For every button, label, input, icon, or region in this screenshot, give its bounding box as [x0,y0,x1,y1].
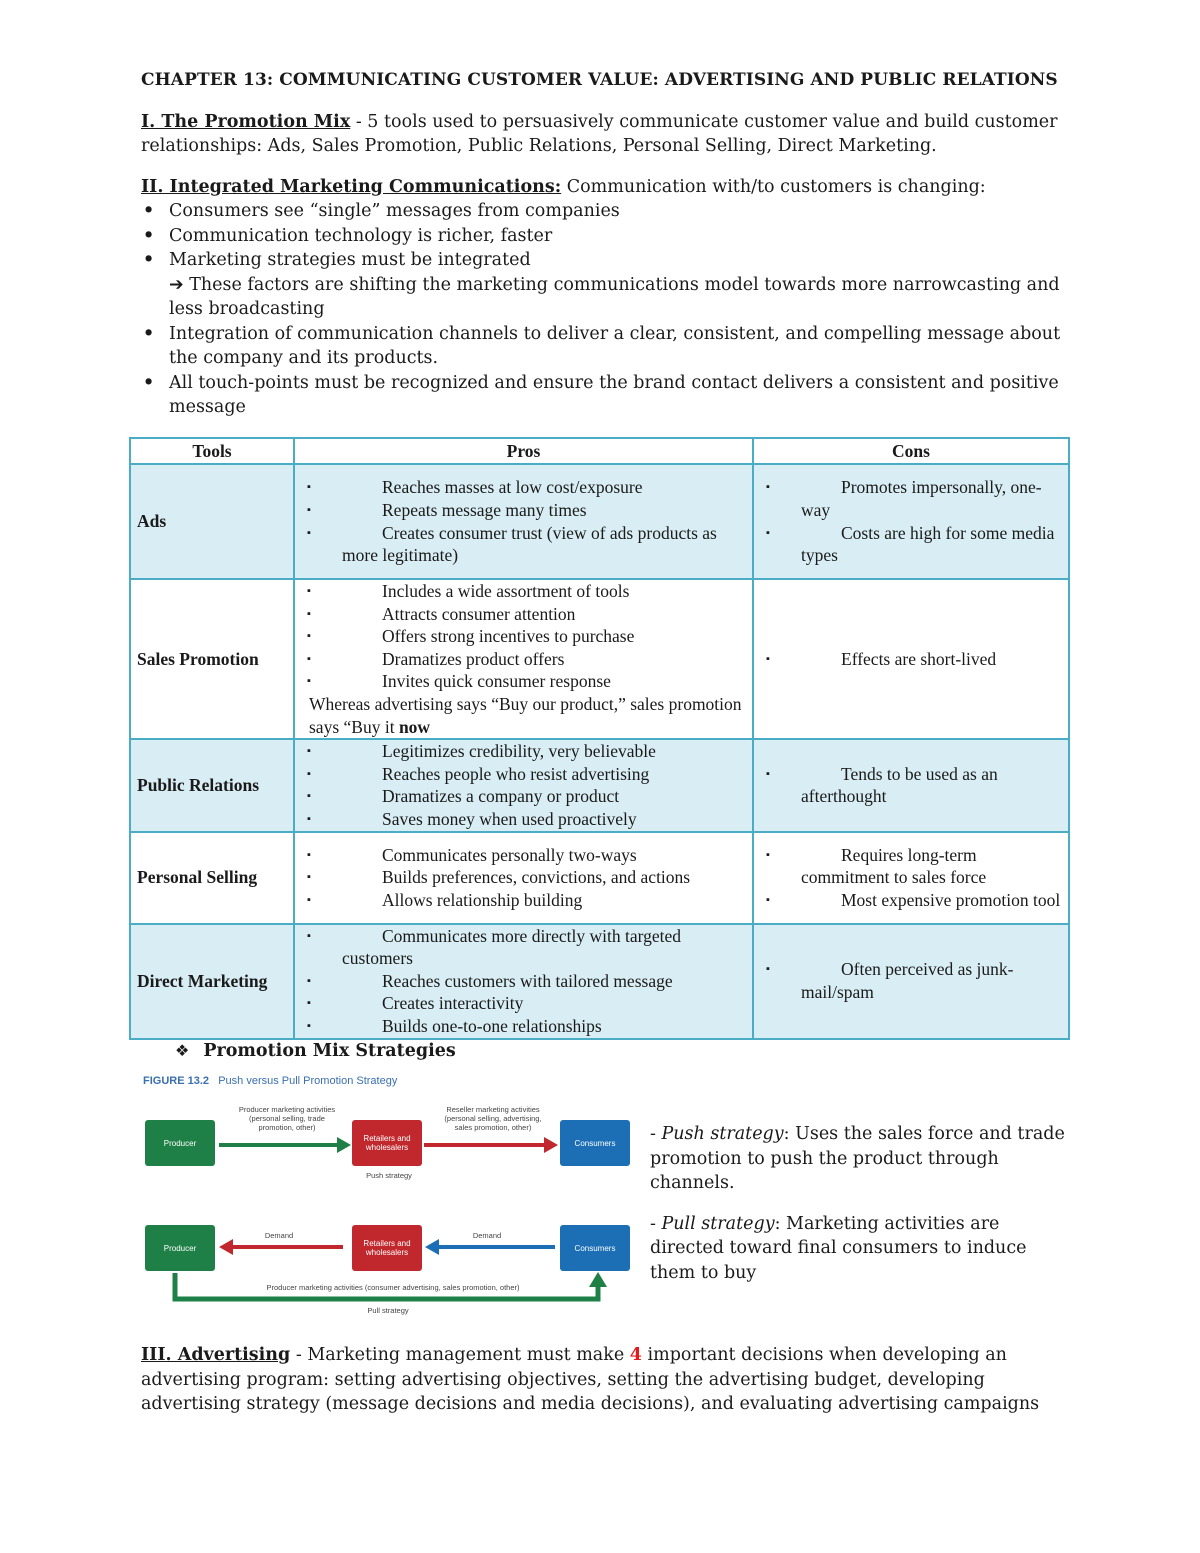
table-row [130,832,1069,924]
list-item: ▪ Communicates more directly with targeted customers [301,925,746,970]
list-item: ▪ Communicates personally two-ways [301,844,746,867]
cons-cell [753,739,1069,831]
advertising-section: III. Advertising - Marketing management must make 4 important decisions when developing an advertising program: setting advertising objectives, setting the advertising budget, developing advertising strategy (message decisions and media decisions), and evaluating advertising campaigns [141,1345,1040,1414]
imc-list-2 [141,322,1061,420]
cons-cell [753,832,1069,924]
imc-section [141,175,1061,420]
pull-caption: Pull strategy [367,1306,409,1315]
tool-name: Personal Selling [130,832,294,924]
tool-name: Sales Promotion [130,579,294,739]
strategy-descriptions [650,1122,1070,1285]
pull-arrow-demand-2 [425,1239,555,1255]
imc-heading: II. Integrated Marketing Communications: [141,176,562,197]
push-caption: Push strategy [366,1171,412,1180]
list-item: ▪ Offers strong incentives to purchase [301,625,746,648]
push-label-1: Producer marketing activities (personal selling, trade promotion, other) [238,1105,336,1132]
push-label-2: Reseller marketing activities (personal selling, advertising, sales promotion, other) [444,1105,542,1132]
list-item: ▪ Saves money when used proactively [301,808,746,831]
list-item: ▪ Tends to be used as an afterthought [760,763,1062,808]
list-item: ▪ Reaches masses at low cost/exposure [301,476,746,499]
shift-note: ➔ These factors are shifting the marketing communications model towards more narrowcasting and less broadcasting [169,274,1060,319]
list-item: ▪ Dramatizes product offers [301,648,746,671]
tool-name: Ads [130,464,294,579]
list-item: ▪ Creates consumer trust (view of ads products as more legitimate) [301,522,746,567]
promotion-mix-text: - 5 tools used to persuasively communicate customer value and build customer relationships: Ads, Sales Promotion, Public Relations, Personal Selling, Direct Marketing. [141,111,1058,156]
header-pros: Pros [294,438,753,464]
list-item: ▪ Promotes impersonally, one-way [760,476,1062,521]
diamond-bullet-icon: ❖ [175,1041,190,1060]
cons-cell [753,464,1069,579]
list-item: ▪ Repeats message many times [301,499,746,522]
pull-consumer-box: Consumers [560,1225,630,1271]
imc-list [141,199,1061,273]
imc-text: Communication with/to customers is changing: [561,176,986,197]
list-item: • Communication technology is richer, faster [141,224,1061,249]
push-arrow-2 [424,1137,558,1153]
list-item: ▪ Dramatizes a company or product [301,785,746,808]
push-pull-figure [143,1075,643,1325]
table-row [130,739,1069,831]
header-tools: Tools [130,438,294,464]
pull-middle-box: Retailers and wholesalers [352,1225,422,1271]
list-item: ▪ Includes a wide assortment of tools [301,580,746,603]
table-row [130,464,1069,579]
table-header-row [130,438,1069,464]
list-item: • All touch-points must be recognized and ensure the brand contact delivers a consistent and positive message [141,371,1061,420]
pull-bottom-label: Producer marketing activities (consumer advertising, sales promotion, other) [266,1283,520,1292]
list-item: • Consumers see “single” messages from companies [141,199,1061,224]
list-item: ▪ Costs are high for some media types [760,522,1062,567]
pull-demand-2: Demand [472,1231,502,1240]
cons-cell [753,924,1069,1039]
list-item: ▪ Requires long-term commitment to sales force [760,844,1062,889]
arrow-right-icon: ➔ [169,274,184,295]
document-body [141,68,1061,420]
header-cons: Cons [753,438,1069,464]
advertising-heading: III. Advertising [141,1345,291,1365]
pros-cell [294,464,753,579]
tool-name: Direct Marketing [130,924,294,1039]
figure-title: FIGURE 13.2 Push versus Pull Promotion Strategy [143,1075,398,1087]
tools-table [129,437,1070,1040]
push-producer-box: Producer [145,1120,215,1166]
list-item: ▪ Most expensive promotion tool [760,889,1062,912]
push-arrow-1 [219,1137,351,1153]
list-item: ▪ Builds one-to-one relationships [301,1015,746,1038]
page-title: CHAPTER 13: COMMUNICATING CUSTOMER VALUE: ADVERTISING AND PUBLIC RELATIONS [141,70,1058,90]
pros-cell [294,924,753,1039]
pros-cell [294,579,753,739]
promotion-mix-heading: I. The Promotion Mix [141,111,351,132]
pros-cell [294,832,753,924]
list-item: ▪ Allows relationship building [301,889,746,912]
strategies-heading: ❖ Promotion Mix Strategies [175,1041,456,1061]
decision-count: 4 [629,1345,642,1365]
list-item: • Integration of communication channels to deliver a clear, consistent, and compelling message about the company and its products. [141,322,1061,371]
table-row [130,924,1069,1039]
list-item: ▪ Attracts consumer attention [301,603,746,626]
cons-cell [753,579,1069,739]
promotion-mix-paragraph [141,110,1061,159]
table-row [130,579,1069,739]
list-item: ▪ Often perceived as junk-mail/spam [760,958,1062,1003]
pros-cell [294,739,753,831]
pull-arrow-demand-1 [219,1239,343,1255]
push-consumer-box: Consumers [560,1120,630,1166]
push-description: - Push strategy: Uses the sales force and trade promotion to push the product through channels. [650,1124,1065,1193]
tool-name: Public Relations [130,739,294,831]
pull-description: - Pull strategy: Marketing activities are directed toward final consumers to induce them to buy [650,1213,1027,1283]
list-item: ▪ Reaches customers with tailored message [301,970,746,993]
list-item: ▪ Builds preferences, convictions, and actions [301,866,746,889]
sales-promotion-note: Whereas advertising says “Buy our product,” sales promotion says “Buy it now [309,693,742,737]
list-item: • Marketing strategies must be integrated [141,248,1061,273]
pull-demand-1: Demand [264,1231,294,1240]
list-item: ▪ Reaches people who resist advertising [301,763,746,786]
list-item: ▪ Creates interactivity [301,992,746,1015]
list-item: ▪ Effects are short-lived [760,648,1062,671]
list-item: ▪ Invites quick consumer response [301,670,746,693]
pull-producer-box: Producer [145,1225,215,1271]
push-middle-box: Retailers and wholesalers [352,1120,422,1166]
list-item: ▪ Legitimizes credibility, very believable [301,740,746,763]
